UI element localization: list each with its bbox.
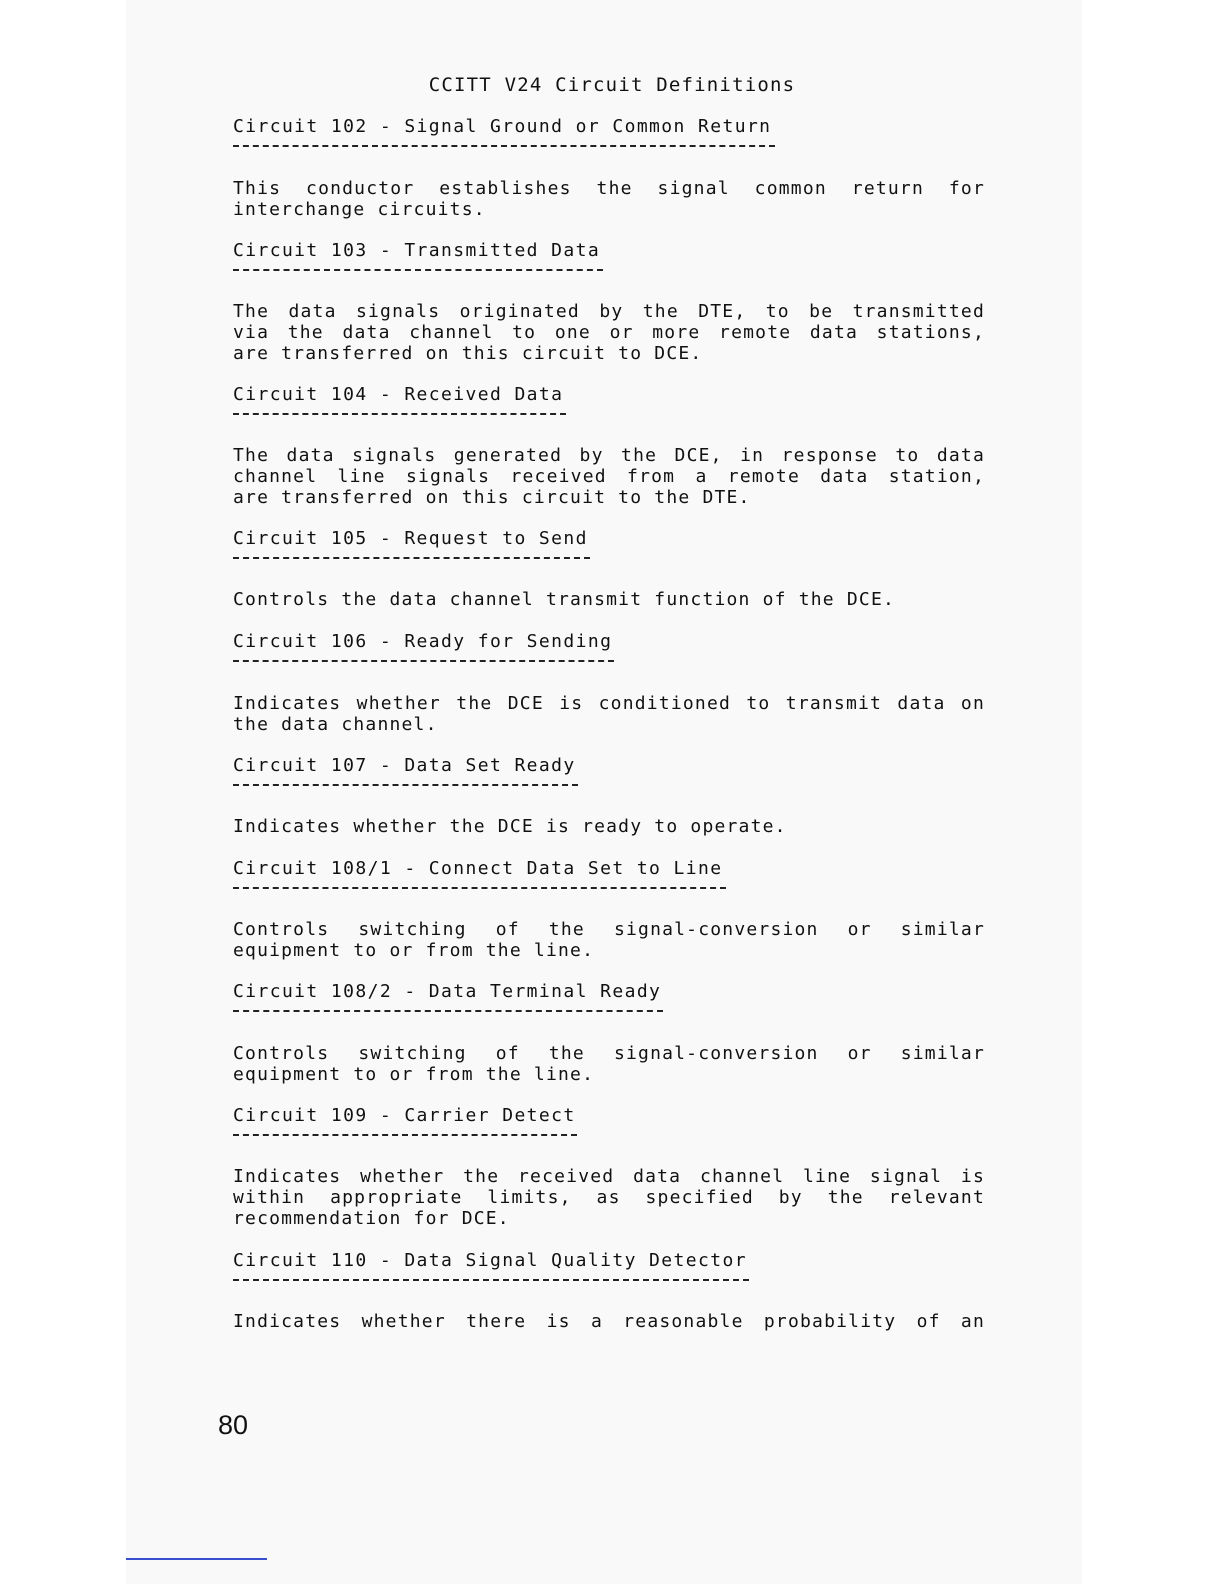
section-body <box>233 816 985 837</box>
section-heading: Circuit 106 - Ready for Sending <box>233 631 613 652</box>
body-line: Controls switching of the signal-conversion or similar <box>233 919 985 940</box>
body-line: via the data channel to one or more remote data stations, <box>233 322 985 343</box>
footer-divider <box>126 1558 267 1560</box>
section-heading: Circuit 102 - Signal Ground or Common Return <box>233 116 772 137</box>
section-body <box>233 693 985 735</box>
section-heading: Circuit 110 - Data Signal Quality Detector <box>233 1250 747 1271</box>
heading-underline <box>233 1010 663 1012</box>
body-line: the data channel. <box>233 714 438 735</box>
section-heading: Circuit 104 - Received Data <box>233 384 564 405</box>
section-heading: Circuit 108/2 - Data Terminal Ready <box>233 981 662 1002</box>
body-line: Indicates whether the DCE is ready to operate. <box>233 816 787 837</box>
heading-underline <box>233 660 614 662</box>
section-body <box>233 301 985 364</box>
heading-underline <box>233 145 775 147</box>
heading-underline <box>233 1134 577 1136</box>
body-line: Indicates whether there is a reasonable probability of an <box>233 1311 985 1332</box>
body-line: interchange circuits. <box>233 199 486 220</box>
heading-underline <box>233 1279 749 1281</box>
page-title: CCITT V24 Circuit Definitions <box>428 74 796 96</box>
section-heading: Circuit 108/1 - Connect Data Set to Line <box>233 858 723 879</box>
body-line: within appropriate limits, as specified by the relevant <box>233 1187 985 1208</box>
heading-underline <box>233 784 578 786</box>
body-line: channel line signals received from a remote data station, <box>233 466 985 487</box>
section-heading: Circuit 103 - Transmitted Data <box>233 240 601 261</box>
body-line: The data signals originated by the DTE, to be transmitted <box>233 301 985 322</box>
body-line: The data signals generated by the DCE, in response to data <box>233 445 985 466</box>
section-heading: Circuit 107 - Data Set Ready <box>233 755 576 776</box>
section-heading: Circuit 109 - Carrier Detect <box>233 1105 576 1126</box>
body-line: recommendation for DCE. <box>233 1208 510 1229</box>
body-line: equipment to or from the line. <box>233 1064 595 1085</box>
page-sheet <box>126 0 1082 1584</box>
section-heading: Circuit 105 - Request to Send <box>233 528 588 549</box>
body-line: This conductor establishes the signal common return for <box>233 178 985 199</box>
section-body <box>233 1311 985 1332</box>
section-body <box>233 1043 985 1085</box>
body-line: Controls the data channel transmit function of the DCE. <box>233 589 896 610</box>
section-body <box>233 589 985 610</box>
heading-underline <box>233 887 726 889</box>
section-body <box>233 178 985 220</box>
page-number: 80 <box>218 1410 249 1440</box>
body-line: Controls switching of the signal-conversion or similar <box>233 1043 985 1064</box>
heading-underline <box>233 269 603 271</box>
body-line: Indicates whether the DCE is conditioned to transmit data on <box>233 693 985 714</box>
section-body <box>233 1166 985 1229</box>
section-body <box>233 919 985 961</box>
body-line: Indicates whether the received data channel line signal is <box>233 1166 985 1187</box>
body-line: are transferred on this circuit to the DTE. <box>233 487 751 508</box>
heading-underline <box>233 413 566 415</box>
body-line: equipment to or from the line. <box>233 940 595 961</box>
section-body <box>233 445 985 508</box>
body-line: are transferred on this circuit to DCE. <box>233 343 703 364</box>
heading-underline <box>233 557 590 559</box>
